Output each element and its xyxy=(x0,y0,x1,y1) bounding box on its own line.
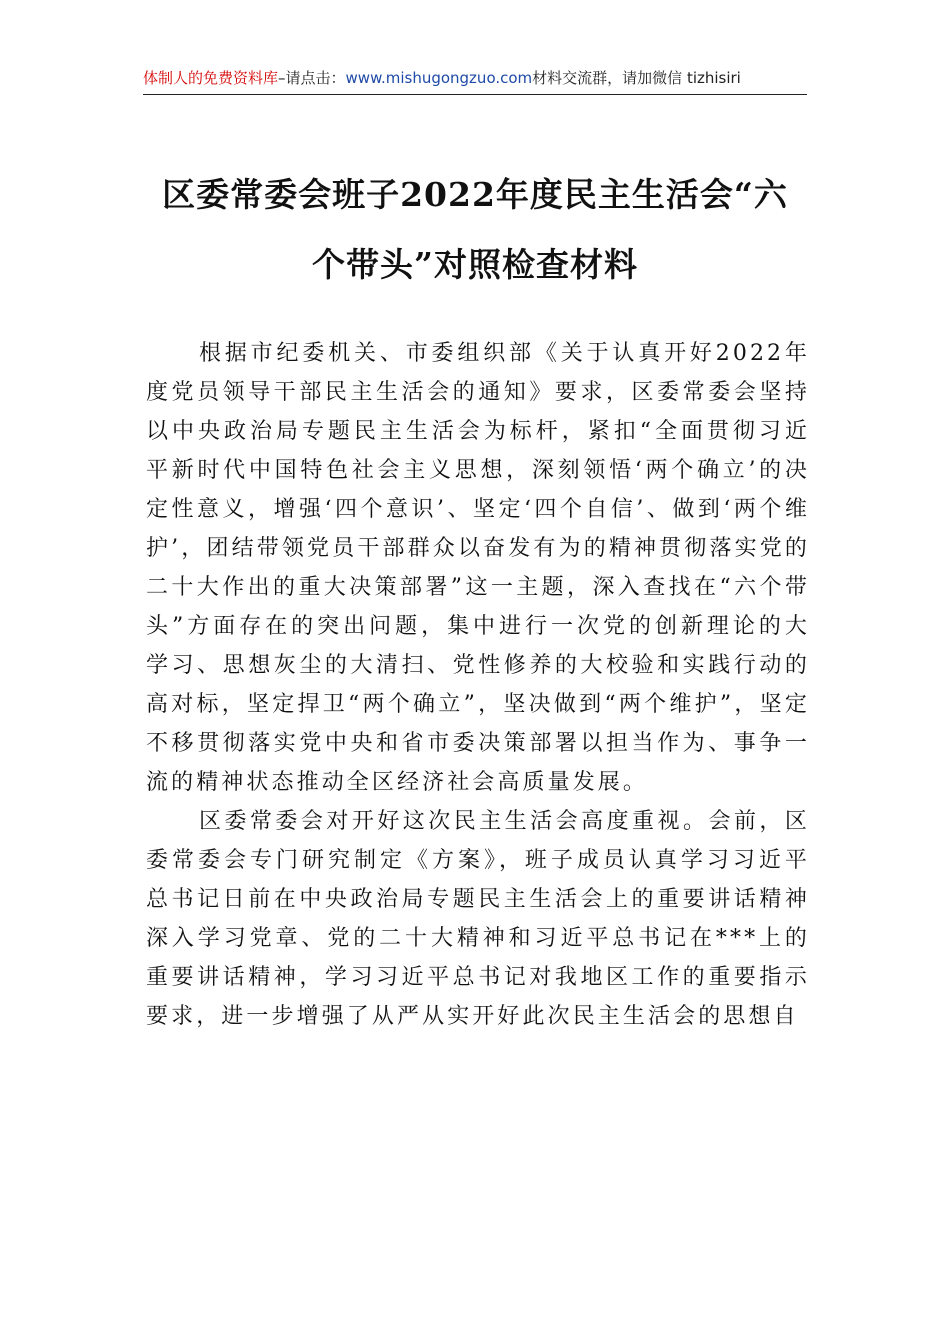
document-body xyxy=(146,334,810,1036)
title-line-2: 个带头”对照检查材料 xyxy=(312,245,638,284)
document-title xyxy=(100,160,850,300)
header-note: 材料交流群，请加微信 tizhisiri xyxy=(532,69,741,87)
paragraph: 区委常委会对开好这次民主生活会高度重视。会前，区委常委会专门研究制定《方案》，班子成员认真学习习近平总书记日前在中央政治局专题民主生活会上的重要讲话精神深入学习党章、党的二十大精神和习近平总书记在***上的重要讲话精神，学习习近平总书记对我地区工作的重要指示要求，进一步增强了从严从实开好此次民主生活会的思想自 xyxy=(146,809,810,1029)
header-prompt: –请点击： xyxy=(278,69,346,87)
header-link[interactable]: www.mishugongzuo.com xyxy=(345,69,533,87)
page-header xyxy=(143,66,807,95)
paragraph: 根据市纪委机关、市委组织部《关于认真开好2022年度党员领导干部民主生活会的通知》要求，区委常委会坚持以中央政治局专题民主生活会为标杆，紧扣“全面贯彻习近平新时代中国特色社会主义思想，深刻领悟‘两个确立’的决定性意义，增强‘四个意识’、坚定‘四个自信’、做到‘两个维护’，团结带领党员干部群众以奋发有为的精神贯彻落实党的二十大作出的重大决策部署”这一主题，深入查找在“六个带头”方面存在的突出问题，集中进行一次党的创新理论的大学习、思想灰尘的大清扫、党性修养的大校验和实践行动的高对标，坚定捍卫“两个确立”，坚决做到“两个维护”，坚定不移贯彻落实党中央和省市委决策部署以担当作为、事争一流的精神状态推动全区经济社会高质量发展。 xyxy=(146,341,810,795)
header-brand: 体制人的免费资料库 xyxy=(143,69,279,87)
title-line-1: 区委常委会班子2022年度民主生活会“六 xyxy=(162,175,788,214)
